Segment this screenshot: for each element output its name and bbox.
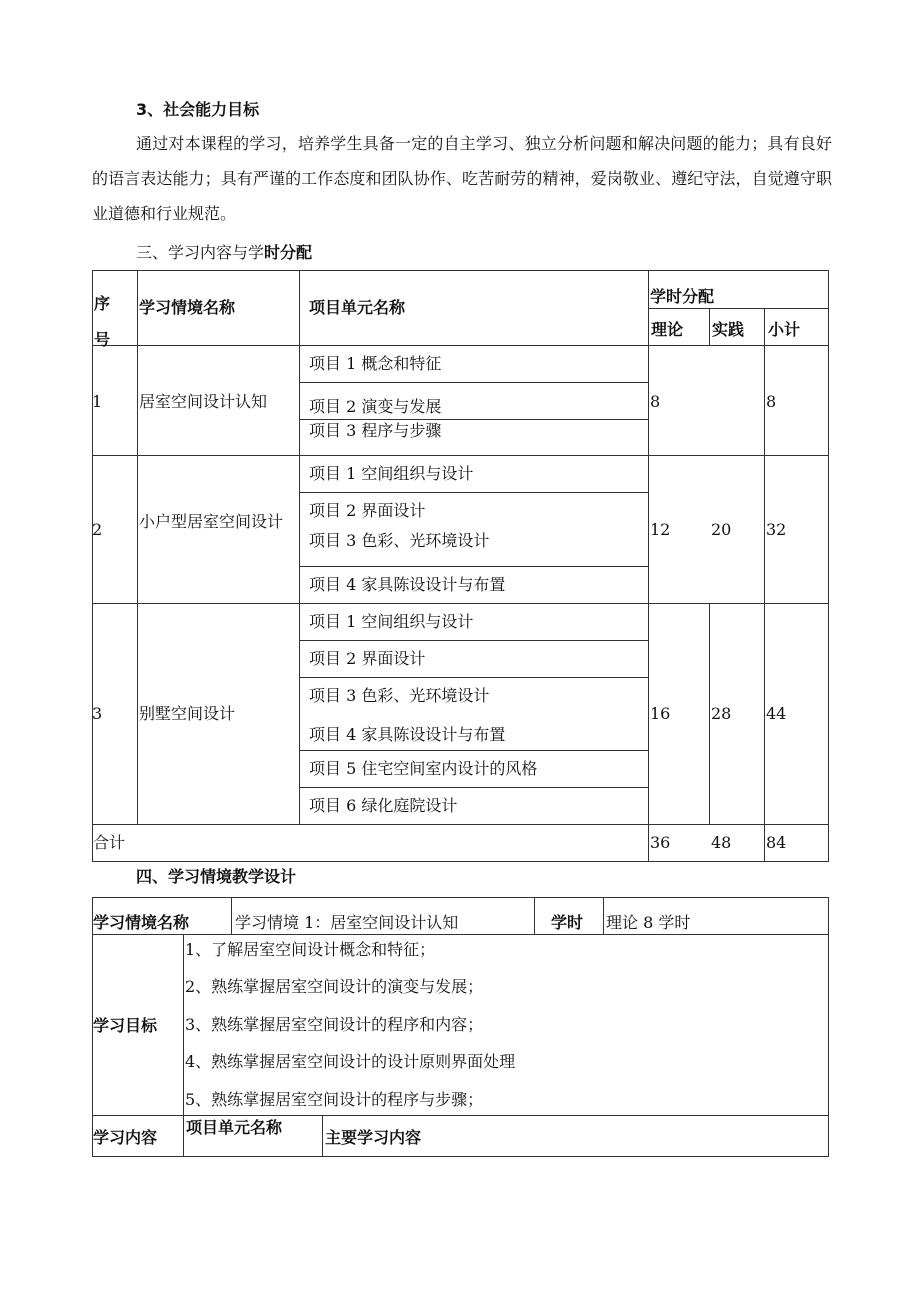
main-content-label: 主要学习内容 <box>325 1128 422 1147</box>
goal-2: 2、熟练掌握居室空间设计的演变与发展； <box>185 977 484 996</box>
header-practice: 实践 <box>712 320 745 339</box>
row3-practice: 28 <box>711 704 732 723</box>
row2-unit-3: 项目 3 色彩、光环境设计 <box>309 531 490 550</box>
header-theory: 理论 <box>651 320 684 339</box>
row2-unit-2: 项目 2 界面设计 <box>309 501 426 520</box>
row3-unit-3: 项目 3 色彩、光环境设计 <box>309 686 490 705</box>
row3-unit-5: 项目 5 住宅空间室内设计的风格 <box>309 759 538 778</box>
hours-value: 理论 8 学时 <box>606 913 691 932</box>
total-label: 合计 <box>93 833 126 852</box>
header-subtotal: 小计 <box>768 320 801 339</box>
section-3-body: 通过对本课程的学习，培养学生具备一定的自主学习、独立分析问题和解决问题的能力；具有良好的语言表达能力；具有严谨的工作态度和团队协作、吃苦耐劳的精神，爱岗敬业、遵纪守法，自觉遵守职业道德和行业规范。 <box>92 134 832 223</box>
header-hours: 学时分配 <box>650 287 715 306</box>
row2-unit-4: 项目 4 家具陈设设计与布置 <box>309 575 506 594</box>
header-situation: 学习情境名称 <box>139 298 236 317</box>
situation-label: 学习情境名称 <box>93 913 190 932</box>
goal-3: 3、熟练掌握居室空间设计的程序和内容； <box>185 1015 484 1034</box>
section-three-heading <box>136 240 312 263</box>
situation-value: 学习情境 1：居室空间设计认知 <box>235 913 459 932</box>
row3-theory: 16 <box>650 704 671 723</box>
row3-unit-6: 项目 6 绿化庭院设计 <box>309 796 458 815</box>
goal-5: 5、熟练掌握居室空间设计的程序与步骤； <box>185 1090 484 1109</box>
section-three-heading-plain: 三、学习内容与学 <box>136 243 265 262</box>
row3-situation: 别墅空间设计 <box>139 704 236 723</box>
hours-label: 学时 <box>551 913 584 932</box>
row3-seq: 3 <box>92 704 103 723</box>
row3-unit-1: 项目 1 空间组织与设计 <box>309 612 474 631</box>
row1-seq: 1 <box>92 392 103 411</box>
total-practice: 48 <box>711 833 732 852</box>
row1-unit-2: 项目 2 演变与发展 <box>309 397 442 416</box>
row3-unit-4: 项目 4 家具陈设设计与布置 <box>309 725 506 744</box>
section-3-heading: 3、社会能力目标 <box>136 100 260 119</box>
goal-1: 1、了解居室空间设计概念和特征； <box>185 940 436 959</box>
header-seq: 序号 <box>94 294 111 349</box>
row1-unit-3: 项目 3 程序与步骤 <box>309 421 442 440</box>
total-subtotal: 84 <box>766 833 787 852</box>
unit-label: 项目单元名称 <box>186 1118 283 1137</box>
row1-unit-1: 项目 1 概念和特征 <box>309 354 442 373</box>
content-label: 学习内容 <box>93 1128 158 1147</box>
row3-subtotal: 44 <box>766 704 787 723</box>
row2-theory: 12 <box>650 520 671 539</box>
row2-situation: 小户型居室空间设计 <box>139 512 284 531</box>
section-three-heading-bold: 时分配 <box>264 243 313 262</box>
row1-subtotal: 8 <box>766 392 777 411</box>
goal-4: 4、熟练掌握居室空间设计的设计原则界面处理 <box>185 1052 516 1071</box>
row3-unit-2: 项目 2 界面设计 <box>309 649 426 668</box>
row1-situation: 居室空间设计认知 <box>139 392 268 411</box>
row1-theory: 8 <box>650 392 661 411</box>
row2-subtotal: 32 <box>766 520 787 539</box>
row2-unit-1: 项目 1 空间组织与设计 <box>309 464 474 483</box>
section-four-heading: 四、学习情境教学设计 <box>136 867 297 886</box>
goals-label: 学习目标 <box>93 1016 158 1035</box>
total-theory: 36 <box>650 833 671 852</box>
header-unit: 项目单元名称 <box>309 298 406 317</box>
row2-practice: 20 <box>711 520 732 539</box>
row2-seq: 2 <box>92 520 103 539</box>
